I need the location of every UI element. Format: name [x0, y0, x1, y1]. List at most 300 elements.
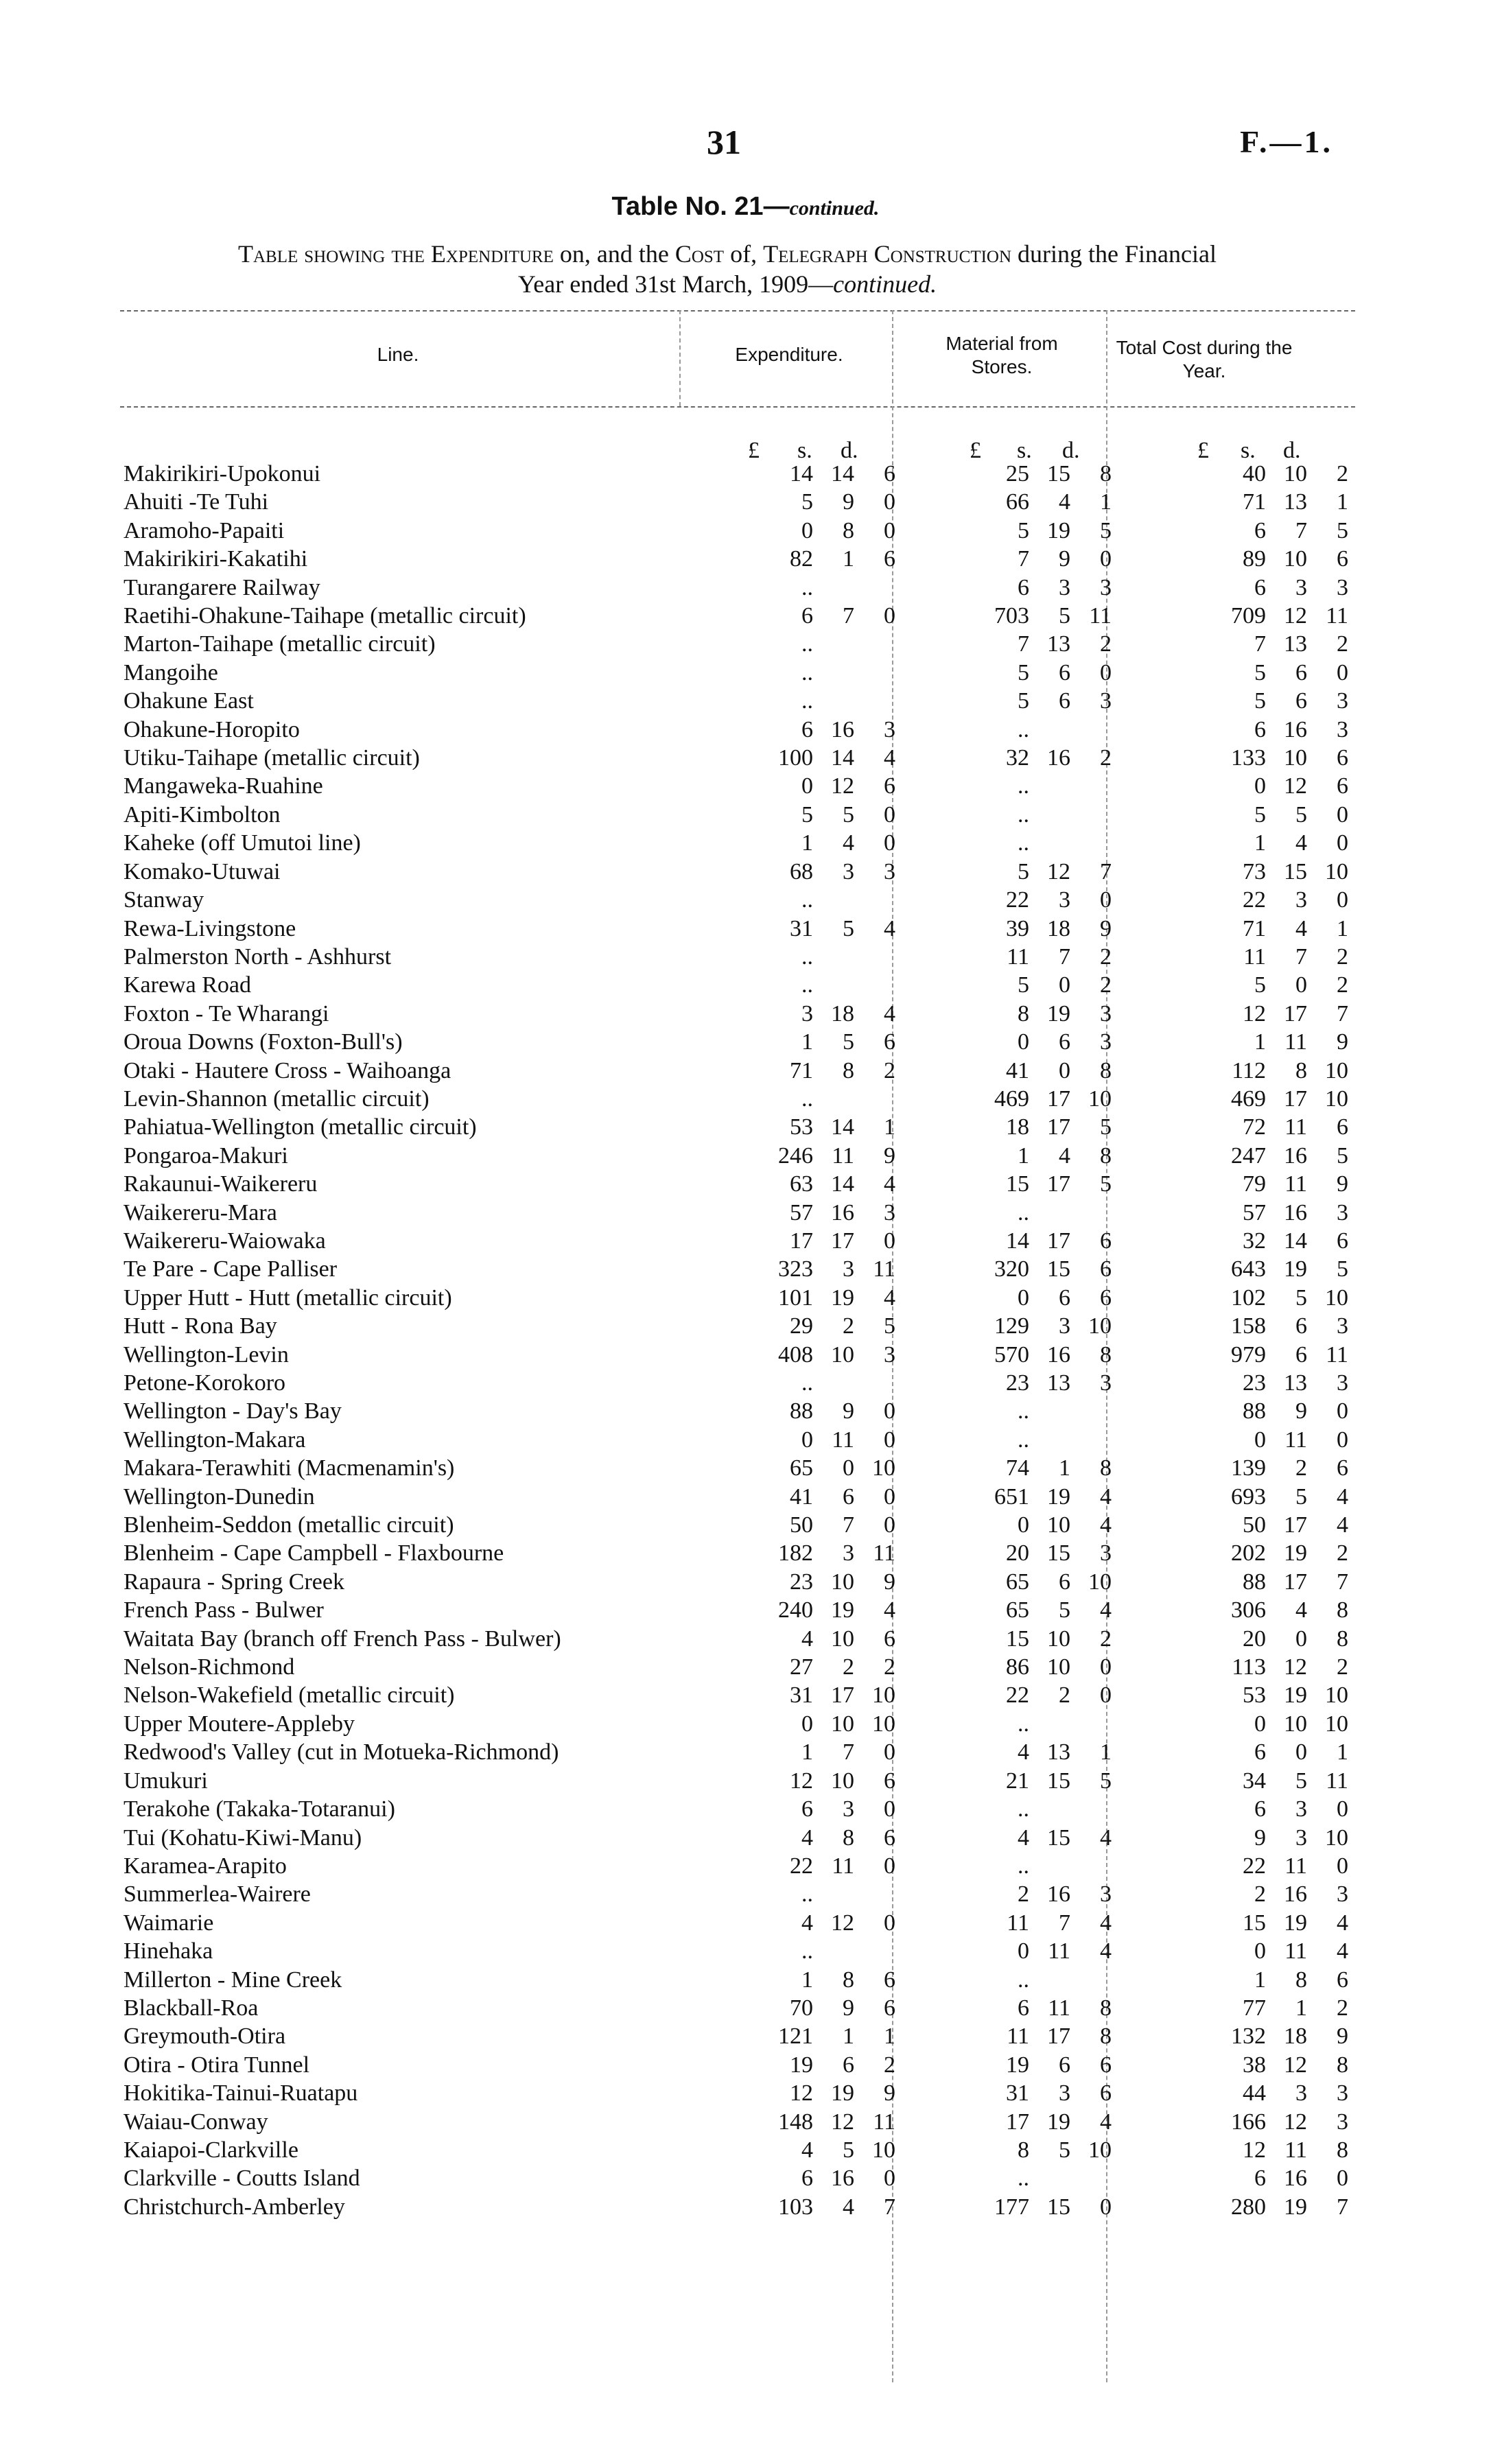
material-pence: 0 [1100, 1682, 1112, 1709]
column-gap [1112, 460, 1190, 488]
total-pounds: 44 [1243, 2080, 1266, 2107]
line-name [0, 1767, 672, 1795]
column-gap [672, 488, 744, 516]
expenditure-shillings: 2 [843, 1313, 854, 1339]
material-shillings [1029, 2164, 1070, 2192]
line-name [0, 1539, 672, 1567]
table-row [0, 659, 1348, 687]
expenditure-pence: 4 [884, 1171, 895, 1197]
total-pence: 10 [1325, 1284, 1348, 1311]
material-pence: 5 [1100, 517, 1112, 543]
line-name-text: Makara-Terawhiti (Macmenamin's) [124, 1455, 455, 1481]
line-name [0, 1738, 672, 1766]
column-gap [895, 858, 957, 886]
material-pounds: 32 [1006, 745, 1029, 771]
expenditure-pounds: 148 [778, 2109, 813, 2135]
column-gap [672, 716, 744, 744]
table-row [0, 1994, 1348, 2022]
line-name [0, 1369, 672, 1397]
total-shillings: 4 [1295, 1597, 1307, 1623]
expenditure-pounds: 70 [790, 1995, 813, 2021]
expenditure-shillings: 0 [843, 1455, 854, 1481]
total-shillings: 5 [1295, 1284, 1307, 1311]
table-row [0, 574, 1348, 602]
column-gap [895, 716, 957, 744]
total-pounds: 22 [1243, 887, 1266, 913]
material-shillings [1029, 1199, 1070, 1227]
total-pounds: 23 [1243, 1370, 1266, 1396]
total-pence: 0 [1337, 659, 1348, 685]
line-name [0, 687, 672, 715]
caption-part: Telegraph Construction [763, 240, 1012, 268]
total-shillings: 8 [1295, 1967, 1307, 1993]
column-gap [1112, 1880, 1190, 1908]
line-name [0, 2108, 672, 2136]
expenditure-pence: 4 [884, 1597, 895, 1623]
total-shillings: 0 [1295, 1626, 1307, 1652]
line-name-text: Oroua Downs (Foxton-Bull's) [124, 1029, 403, 1055]
material-pence: 10 [1088, 1313, 1112, 1339]
table-row [0, 1653, 1348, 1681]
column-gap [895, 1539, 957, 1567]
total-pounds: 6 [1254, 1796, 1266, 1822]
total-shillings: 11 [1284, 1938, 1307, 1964]
expenditure-shillings: 14 [831, 1171, 854, 1197]
total-pounds: 34 [1243, 1768, 1266, 1794]
material-shillings: 11 [1048, 1995, 1070, 2021]
line-name [0, 630, 672, 658]
expenditure-pounds: 50 [790, 1512, 813, 1538]
line-name-text: Tui (Kohatu-Kiwi-Manu) [124, 1824, 362, 1851]
expenditure-shillings [813, 1085, 854, 1113]
line-name-text: Makirikiri-Kakatihi [124, 546, 308, 572]
expenditure-pounds: 0 [801, 1427, 813, 1453]
column-gap [672, 602, 744, 630]
column-gap [895, 1852, 957, 1880]
column-gap [672, 1653, 744, 1681]
total-shillings: 0 [1295, 972, 1307, 998]
column-gap [672, 1966, 744, 1994]
total-pence: 10 [1325, 1086, 1348, 1112]
expenditure-pence [854, 1937, 895, 1965]
material-pounds: .. [1018, 1853, 1029, 1879]
total-pence: 4 [1337, 1512, 1348, 1538]
line-name-text: Mangaweka-Ruahine [124, 773, 323, 799]
expenditure-shillings: 14 [831, 461, 854, 486]
total-pounds: 53 [1243, 1682, 1266, 1709]
table-row [0, 829, 1348, 857]
total-pounds: 693 [1231, 1483, 1266, 1510]
total-shillings: 14 [1284, 1228, 1307, 1254]
material-shillings: 9 [1059, 546, 1070, 572]
line-name [0, 1028, 672, 1056]
column-gap [672, 1227, 744, 1255]
column-gap [1112, 630, 1190, 658]
expenditure-pence: 0 [884, 830, 895, 856]
total-pounds: 88 [1243, 1398, 1266, 1424]
column-gap [672, 1511, 744, 1539]
line-name [0, 1710, 672, 1738]
line-name [0, 1312, 672, 1340]
table-caption [120, 239, 1335, 299]
expenditure-pence: 0 [884, 1910, 895, 1936]
total-pence: 10 [1325, 858, 1348, 884]
material-pence: 7 [1100, 858, 1112, 884]
material-pence: 6 [1100, 1256, 1112, 1282]
line-name-text: Waikereru-Mara [124, 1199, 277, 1225]
column-gap [1112, 1483, 1190, 1511]
material-shillings: 19 [1047, 1000, 1070, 1026]
line-name [0, 460, 672, 488]
material-pounds: 15 [1006, 1171, 1029, 1197]
total-pounds: 280 [1231, 2194, 1266, 2220]
expenditure-pence: 0 [884, 1483, 895, 1510]
total-pence: 2 [1337, 1540, 1348, 1567]
total-pounds: 6 [1254, 716, 1266, 742]
material-shillings [1029, 829, 1070, 857]
expenditure-shillings: 12 [831, 2109, 854, 2135]
material-shillings: 13 [1047, 1739, 1070, 1765]
column-gap [1112, 1397, 1190, 1425]
expenditure-pounds: 63 [790, 1171, 813, 1197]
total-shillings: 17 [1284, 1512, 1307, 1538]
line-name [0, 716, 672, 744]
column-gap [1112, 1369, 1190, 1397]
column-gap [1112, 744, 1190, 772]
material-pounds: .. [1018, 1199, 1029, 1225]
expenditure-pounds: .. [801, 1086, 813, 1112]
column-gap [895, 801, 957, 829]
expenditure-shillings: 18 [831, 1000, 854, 1026]
material-pence [1070, 1852, 1112, 1880]
material-pounds: 22 [1006, 1682, 1029, 1709]
material-shillings: 10 [1047, 1512, 1070, 1538]
material-pounds: 11 [1007, 1910, 1029, 1936]
material-pounds: 0 [1018, 1029, 1029, 1055]
table-row [0, 971, 1348, 999]
column-gap [895, 1312, 957, 1340]
column-gap [1112, 1426, 1190, 1454]
total-shillings: 13 [1284, 489, 1307, 515]
material-shillings: 12 [1047, 858, 1070, 884]
expenditure-pounds: 29 [790, 1313, 813, 1339]
material-pounds: 31 [1006, 2080, 1029, 2107]
column-gap [672, 744, 744, 772]
expenditure-pounds: 323 [778, 1256, 813, 1282]
expenditure-shillings [813, 687, 854, 715]
total-shillings: 18 [1284, 2023, 1307, 2050]
material-pounds: 6 [1018, 1995, 1029, 2021]
expenditure-shillings [813, 1937, 854, 1965]
expenditure-pounds: 5 [801, 801, 813, 828]
header-line: Line. [377, 344, 419, 365]
material-pounds: 5 [1018, 972, 1029, 998]
expenditure-pounds: .. [801, 574, 813, 600]
column-gap [1112, 687, 1190, 715]
column-gap [1112, 488, 1190, 516]
total-shillings: 15 [1284, 858, 1307, 884]
column-gap [1112, 1113, 1190, 1141]
table-row [0, 915, 1348, 943]
column-gap [672, 659, 744, 687]
expenditure-pence: 10 [872, 1711, 895, 1737]
material-shillings: 15 [1047, 1256, 1070, 1282]
line-name-text: Rapaura - Spring Creek [124, 1569, 344, 1595]
table-top-rule [120, 310, 1355, 312]
expenditure-pounds: 121 [778, 2023, 813, 2050]
expenditure-pence: 0 [884, 1512, 895, 1538]
column-gap [895, 1795, 957, 1823]
expenditure-shillings: 7 [843, 1512, 854, 1538]
expenditure-pounds: .. [801, 688, 813, 714]
material-pounds: 23 [1006, 1370, 1029, 1396]
total-pounds: 88 [1243, 1569, 1266, 1595]
table-row [0, 1085, 1348, 1113]
material-pence: 8 [1100, 461, 1112, 486]
column-gap [672, 460, 744, 488]
expenditure-pence: 0 [884, 1398, 895, 1424]
expenditure-pence [854, 943, 895, 971]
table-row [0, 1227, 1348, 1255]
material-shillings: 16 [1047, 745, 1070, 771]
line-name-text: Ohakune East [124, 688, 254, 714]
total-shillings: 16 [1284, 716, 1307, 742]
telegraph-construction-table [0, 460, 1348, 2221]
material-pounds: 25 [1006, 461, 1029, 486]
total-pounds: 72 [1243, 1114, 1266, 1140]
expenditure-pence [854, 1369, 895, 1397]
total-pounds: 15 [1243, 1910, 1266, 1936]
expenditure-pence: 0 [884, 1427, 895, 1453]
total-pence: 3 [1337, 574, 1348, 600]
table-row [0, 2136, 1348, 2164]
material-pounds: 8 [1018, 2137, 1029, 2163]
total-pence: 1 [1337, 1739, 1348, 1765]
material-pounds: 5 [1018, 858, 1029, 884]
total-pounds: 113 [1232, 1654, 1266, 1680]
column-gap [1112, 2051, 1190, 2079]
line-name-text: Hokitika-Tainui-Ruatapu [124, 2080, 358, 2107]
column-gap [1112, 858, 1190, 886]
expenditure-shillings: 10 [831, 1341, 854, 1368]
expenditure-pounds: 65 [790, 1455, 813, 1481]
material-pence: 5 [1100, 1768, 1112, 1794]
total-pounds: 40 [1243, 461, 1266, 486]
total-pounds: 1 [1254, 830, 1266, 856]
material-shillings: 2 [1059, 1682, 1070, 1709]
total-shillings: 10 [1284, 461, 1307, 486]
material-pounds: 18 [1006, 1114, 1029, 1140]
material-shillings: 0 [1059, 972, 1070, 998]
table-row [0, 1170, 1348, 1198]
column-gap [672, 1880, 744, 1908]
caption-continued: continued. [833, 270, 937, 298]
caption-part: on, and the [553, 240, 675, 268]
total-pence: 0 [1337, 887, 1348, 913]
total-pence: 9 [1337, 1171, 1348, 1197]
material-pence: 4 [1100, 1512, 1112, 1538]
table-row [0, 1738, 1348, 1766]
column-gap [672, 1824, 744, 1852]
column-gap [672, 1028, 744, 1056]
expenditure-pounds: 408 [778, 1341, 813, 1368]
column-gap [672, 1852, 744, 1880]
table-row [0, 1284, 1348, 1312]
total-shillings: 19 [1284, 1256, 1307, 1282]
total-pence: 0 [1337, 801, 1348, 828]
material-pounds: 0 [1018, 1938, 1029, 1964]
material-pounds: .. [1018, 1796, 1029, 1822]
line-name-text: Raetihi-Ohakune-Taihape (metallic circuit) [124, 603, 526, 629]
total-pence: 2 [1337, 461, 1348, 486]
column-gap [895, 517, 957, 545]
expenditure-shillings: 16 [831, 716, 854, 742]
material-pence [1070, 1426, 1112, 1454]
column-gap [1112, 1653, 1190, 1681]
line-name [0, 2193, 672, 2221]
line-name [0, 1454, 672, 1482]
expenditure-shillings: 10 [831, 1768, 854, 1794]
expenditure-pence: 1 [884, 2023, 895, 2050]
expenditure-pence: 11 [873, 1256, 895, 1282]
caption-part: of, [724, 240, 764, 268]
column-gap [672, 2136, 744, 2164]
expenditure-shillings: 9 [843, 489, 854, 515]
material-pounds: 6 [1018, 574, 1029, 600]
line-name-text: Hutt - Rona Bay [124, 1313, 277, 1339]
material-pounds: 5 [1018, 517, 1029, 543]
material-pence: 2 [1100, 972, 1112, 998]
line-name-text: Makirikiri-Upokonui [124, 461, 321, 486]
material-pounds: .. [1018, 1711, 1029, 1737]
expenditure-pence [854, 971, 895, 999]
material-shillings: 15 [1047, 1824, 1070, 1851]
total-shillings: 11 [1284, 1114, 1307, 1140]
total-pounds: 50 [1243, 1512, 1266, 1538]
expenditure-shillings: 10 [831, 1569, 854, 1595]
material-shillings: 6 [1059, 1569, 1070, 1595]
table-row [0, 687, 1348, 715]
material-shillings: 3 [1059, 1313, 1070, 1339]
expenditure-pounds: 1 [801, 1029, 813, 1055]
total-pence: 8 [1337, 1597, 1348, 1623]
material-pounds: 17 [1006, 2109, 1029, 2135]
column-gap [672, 801, 744, 829]
expenditure-shillings: 19 [831, 1284, 854, 1311]
line-name [0, 1994, 672, 2022]
column-gap [895, 829, 957, 857]
material-shillings [1029, 772, 1070, 800]
column-gap [895, 1710, 957, 1738]
total-shillings: 12 [1284, 603, 1307, 629]
table-title-continued: continued. [789, 197, 880, 220]
material-pounds: 1 [1018, 1142, 1029, 1169]
material-pence [1070, 1710, 1112, 1738]
column-gap [672, 886, 744, 914]
material-pence: 3 [1100, 1000, 1112, 1026]
expenditure-shillings: 12 [831, 773, 854, 799]
material-pounds: 22 [1006, 887, 1029, 913]
material-pounds: .. [1018, 1967, 1029, 1993]
total-pounds: 158 [1231, 1313, 1266, 1339]
line-name [0, 1596, 672, 1624]
column-gap [1112, 1852, 1190, 1880]
material-pence: 0 [1100, 546, 1112, 572]
total-pounds: 6 [1254, 1739, 1266, 1765]
page-number: 31 [707, 123, 741, 161]
total-pence: 2 [1337, 1654, 1348, 1680]
material-pence: 5 [1100, 1114, 1112, 1140]
material-pence: 0 [1100, 1654, 1112, 1680]
material-shillings [1029, 1710, 1070, 1738]
expenditure-pence: 4 [884, 745, 895, 771]
column-gap [672, 1767, 744, 1795]
material-pounds: .. [1018, 830, 1029, 856]
material-pounds: 177 [994, 2194, 1029, 2220]
material-shillings: 15 [1047, 461, 1070, 486]
material-pounds: 21 [1006, 1768, 1029, 1794]
expenditure-shillings: 8 [843, 1967, 854, 1993]
material-pounds: 4 [1018, 1739, 1029, 1765]
expenditure-pounds: 6 [801, 603, 813, 629]
material-pounds: 2 [1018, 1881, 1029, 1908]
caption-line2: Year ended 31st March, 1909— [517, 270, 834, 298]
total-pence: 3 [1337, 1199, 1348, 1225]
caption-part: during the Financial [1011, 240, 1217, 268]
material-pounds: .. [1018, 1427, 1029, 1453]
expenditure-pounds: 100 [778, 745, 813, 771]
column-gap [895, 1255, 957, 1283]
line-name-text: Otira - Otira Tunnel [124, 2052, 310, 2078]
table-row [0, 1511, 1348, 1539]
material-shillings: 3 [1059, 2080, 1070, 2107]
line-name [0, 1909, 672, 1937]
material-shillings [1029, 801, 1070, 829]
table-row [0, 858, 1348, 886]
total-shillings: 10 [1284, 546, 1307, 572]
column-gap [895, 1511, 957, 1539]
total-pence: 0 [1337, 1427, 1348, 1453]
expenditure-pence: 2 [884, 1057, 895, 1083]
expenditure-pence: 2 [884, 1654, 895, 1680]
expenditure-pence: 3 [884, 1199, 895, 1225]
table-row [0, 2022, 1348, 2050]
total-pounds: 22 [1243, 1853, 1266, 1879]
column-gap [895, 1994, 957, 2022]
total-pounds: 7 [1254, 631, 1266, 657]
column-gap [672, 574, 744, 602]
expenditure-pounds: 1 [801, 830, 813, 856]
table-row [0, 1568, 1348, 1596]
total-pence: 11 [1326, 1768, 1348, 1794]
expenditure-shillings [813, 943, 854, 971]
column-gap [1112, 1511, 1190, 1539]
line-name [0, 772, 672, 800]
total-pence: 11 [1326, 603, 1348, 629]
material-pence: 2 [1100, 745, 1112, 771]
total-shillings: 16 [1284, 1199, 1307, 1225]
total-pounds: 5 [1254, 688, 1266, 714]
column-gap [672, 687, 744, 715]
table-row [0, 716, 1348, 744]
line-name-text: Rakaunui-Waikereru [124, 1171, 318, 1197]
expenditure-shillings: 12 [831, 1910, 854, 1936]
column-gap [1112, 1142, 1190, 1170]
total-pounds: 139 [1231, 1455, 1266, 1481]
column-gap [672, 1681, 744, 1709]
total-shillings: 13 [1284, 1370, 1307, 1396]
column-gap [672, 1710, 744, 1738]
